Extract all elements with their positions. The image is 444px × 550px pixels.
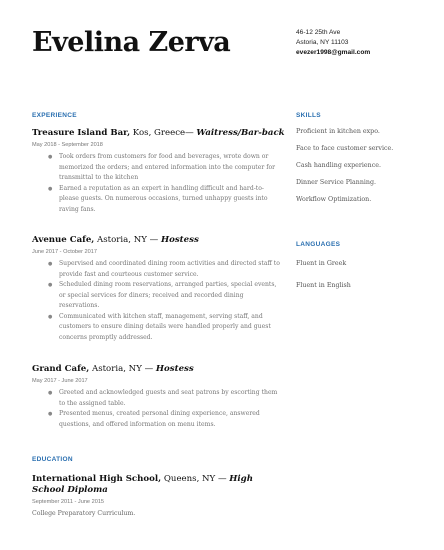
skills-list — [296, 128, 426, 213]
job-location: Kos, Greece— — [130, 128, 197, 138]
education-dates: September 2011 - June 2015 — [32, 499, 105, 505]
skill-item: Cash handling experience. — [296, 162, 381, 169]
job-org: Avenue Cafe, — [32, 235, 95, 245]
job-bullets — [32, 388, 280, 430]
skill-item: Dinner Service Planning. — [296, 179, 377, 186]
job-title-line — [32, 364, 280, 375]
language-item: Fluent in Greek — [296, 260, 347, 267]
bullet-item: ● Communicated with kitchen staff, management, serving staff, and customers to ensure dining details were handled properly and guest concerns promptly addressed. — [32, 312, 280, 344]
bullet-item: ● Earned a reputation as an expert in handling difficult and hard-to-please guests. On numerous occasions, turned unhappy guests into raving fans. — [32, 184, 280, 216]
job-entry-2 — [32, 235, 280, 343]
skills-heading: SKILLS — [296, 112, 321, 119]
candidate-name: Evelina Zerva — [32, 27, 231, 58]
job-entry-3 — [32, 364, 280, 430]
bullet-item: ● Scheduled dining room reservations, arranged parties, special events, or special services for diners; received and recorded dining reservations. — [32, 280, 280, 312]
language-item: Fluent in English — [296, 282, 351, 289]
address-line-2: Astoria, NY 11103 — [296, 39, 349, 46]
school-name: International High School, — [32, 474, 162, 484]
address-line-1: 46-12 25th Ave — [296, 29, 341, 36]
bullet-item: ● Greeted and acknowledged guests and seat patrons by escorting them to the assigned table. — [32, 388, 280, 409]
languages-list — [296, 260, 426, 304]
job-dates: June 2017 - October 2017 — [32, 249, 97, 255]
education-entry — [32, 474, 272, 517]
job-dates: May 2017 - June 2017 — [32, 378, 88, 384]
job-location: Astoria, NY — — [89, 364, 156, 374]
skill-item: Workflow Optimization. — [296, 196, 372, 203]
skill-item: Face to face customer service. — [296, 145, 394, 152]
bullet-item: ● Took orders from customers for food and beverages, wrote down or memorized the orders; and entered information into the computer for transmittal to the kitchen — [32, 152, 280, 184]
email-address[interactable]: evezer1998@gmail.com — [296, 49, 371, 56]
job-role: Waitress/Bar-back — [196, 128, 285, 138]
bullet-item: ● Presented menus, created personal dining experience, answered questions, and offered information on menu items. — [32, 409, 280, 430]
education-title-line — [32, 474, 272, 496]
education-description: College Preparatory Curriculum. — [32, 510, 136, 517]
job-entry-1 — [32, 128, 285, 215]
school-location: Queens, NY — — [161, 474, 230, 484]
job-title-line — [32, 235, 280, 246]
job-bullets — [32, 259, 280, 343]
job-bullets — [32, 152, 280, 215]
job-org: Grand Cafe, — [32, 364, 90, 374]
job-dates: May 2018 - September 2018 — [32, 142, 103, 148]
degree: High School Diploma — [32, 474, 253, 495]
experience-heading: EXPERIENCE — [32, 112, 77, 119]
languages-heading: LANGUAGES — [296, 241, 341, 248]
education-heading: EDUCATION — [32, 456, 73, 463]
skill-item: Proficient in kitchen expo. — [296, 128, 380, 135]
bullet-item: ● Supervised and coordinated dining room activities and directed staff to provide fast and courteous customer service. — [32, 259, 280, 280]
job-role: Hostess — [155, 364, 194, 374]
contact-block — [296, 28, 370, 58]
job-title-line — [32, 128, 285, 139]
job-role: Hostess — [160, 235, 199, 245]
job-org: Treasure Island Bar, — [32, 128, 131, 138]
job-location: Astoria, NY — — [94, 235, 161, 245]
